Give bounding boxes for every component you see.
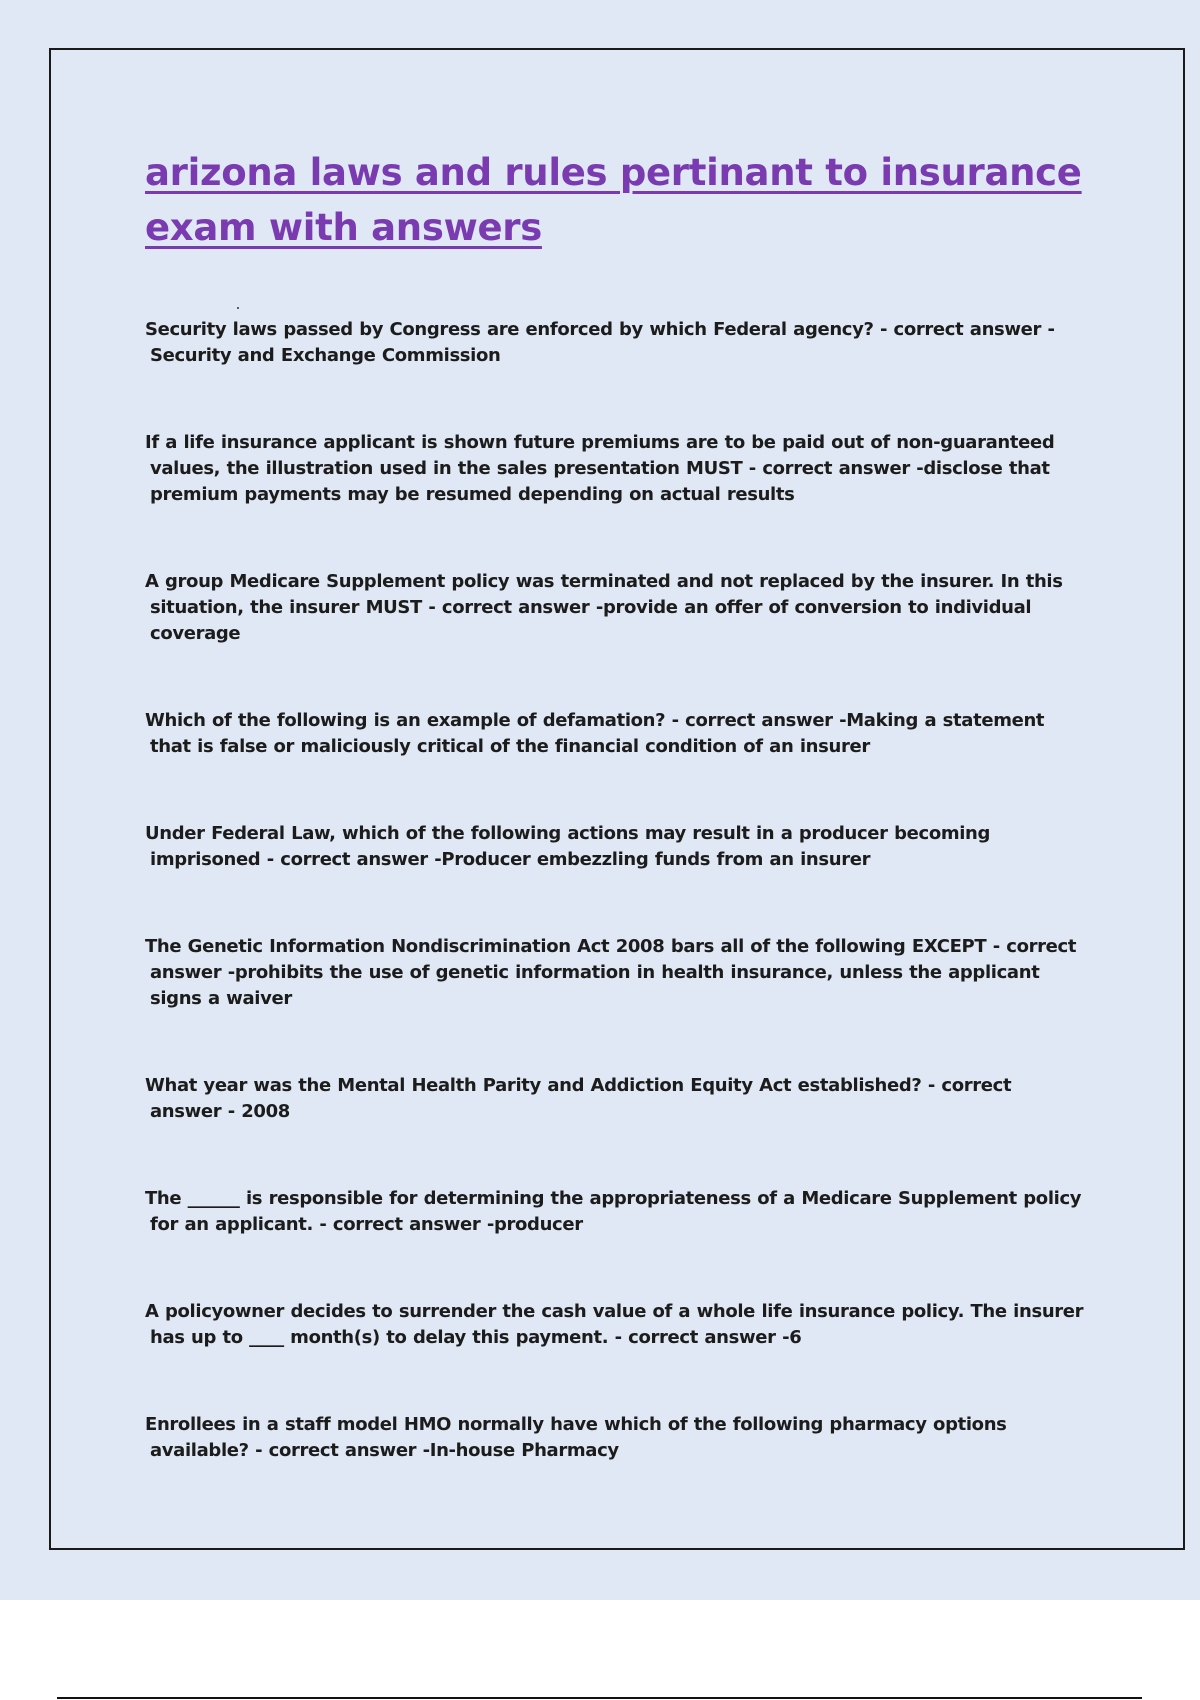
qa-item: Enrollees in a staff model HMO normally have which of the following pharmacy options available? - correct answer -In-house Pharmacy [145, 1414, 1007, 1461]
qa-item: A policyowner decides to surrender the cash value of a whole life insurance policy. The insurer has up to ____ month(s) to delay this payment. - correct answer -6 [145, 1301, 1084, 1348]
qa-item: Security laws passed by Congress are enforced by which Federal agency? - correct answer -Security and Exchange Commission [145, 319, 1055, 366]
qa-item: What year was the Mental Health Parity and Addiction Equity Act established? - correct answer - 2008 [145, 1075, 1012, 1122]
qa-list [145, 317, 1085, 1464]
document-body [145, 145, 1085, 1525]
document-title: arizona laws and rules pertinant to insurance exam with answers [145, 151, 1082, 249]
qa-item: The ______ is responsible for determining the appropriateness of a Medicare Supplement policy for an applicant. - correct answer -producer [145, 1188, 1082, 1235]
qa-item: Which of the following is an example of defamation? - correct answer -Making a statement that is false or maliciously critical of the financial condition of an insurer [145, 710, 1045, 757]
footer-rule [57, 1697, 1142, 1699]
qa-item: A group Medicare Supplement policy was terminated and not replaced by the insurer. In this situation, the insurer MUST - correct answer -provide an offer of conversion to individual coverage [145, 571, 1063, 644]
qa-item: Under Federal Law, which of the following actions may result in a producer becoming imprisoned - correct answer -Producer embezzling funds from an insurer [145, 823, 991, 870]
qa-item: If a life insurance applicant is shown future premiums are to be paid out of non-guaranteed values, the illustration used in the sales presentation MUST - correct answer -disclose that premium payments may be resumed depending on actual results [145, 432, 1055, 505]
qa-item: The Genetic Information Nondiscrimination Act 2008 bars all of the following EXCEPT - correct answer -prohibits the use of genetic information in health insurance, unless the applicant signs a waiver [145, 936, 1077, 1009]
